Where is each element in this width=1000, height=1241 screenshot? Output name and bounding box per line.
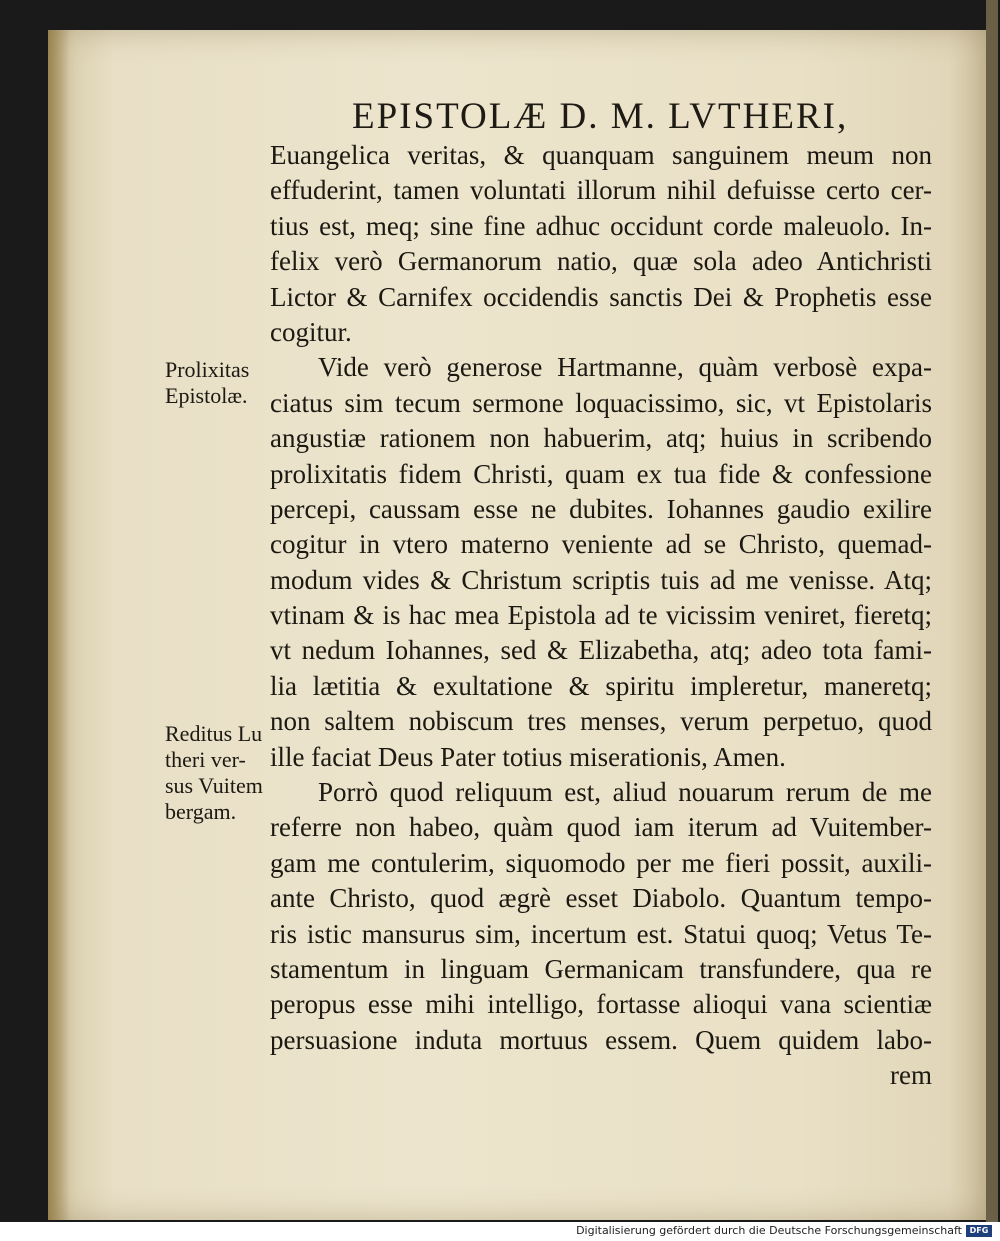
text-line: percepi, caussam esse ne dubites. Iohannes gaudio exilire [270, 493, 932, 524]
text-line: stamentum in linguam Germanicam transfundere, qua re [270, 953, 932, 984]
text-line: effuderint, tamen voluntati illorum nihil defuisse certo cer- [270, 175, 932, 206]
footer-bar [0, 1222, 1000, 1241]
text-line: persuasione induta mortuus essem. Quem quidem labo- [270, 1024, 932, 1055]
page-gutter-shadow [48, 30, 70, 1220]
dfg-logo: DFG [966, 1225, 992, 1237]
margin-note-prolixitas [165, 357, 249, 409]
text-line: gam me contulerim, siquomodo per me fieri possit, auxili- [270, 847, 932, 878]
text-line: ris istic mansurus sim, incertum est. Statui quoq; Vetus Te- [270, 918, 932, 949]
text-line: ante Christo, quod ægrè esset Diabolo. Quantum tempo- [270, 883, 932, 914]
text-line: lia lætitia & exultatione & spiritu impleretur, maneretq; [270, 670, 932, 701]
catchword: rem [890, 1060, 932, 1091]
text-line: Porrò quod reliquum est, aliud nouarum rerum de me [318, 777, 932, 808]
text-line: non saltem nobiscum tres menses, verum perpetuo, quod [270, 706, 932, 737]
funding-credit: Digitalisierung gefördert durch die Deutsche Forschungsgemeinschaft [576, 1224, 962, 1237]
text-line: peropus esse mihi intelligo, fortasse alioqui vana scientiæ [270, 989, 932, 1020]
text-line: ille faciat Deus Pater totius miserationis, Amen. [270, 741, 786, 772]
page-right-edge [986, 0, 998, 1222]
running-title: EPISTOLÆ D. M. LVTHERI, [352, 96, 849, 137]
text-line: vtinam & is hac mea Epistola ad te vicissim veniret, fieretq; [270, 600, 932, 631]
text-line: cogitur. [270, 316, 352, 347]
text-line: Vide verò generose Hartmanne, quàm verbosè expa- [318, 352, 932, 383]
text-line: angustiæ rationem non habuerim, atq; huius in scribendo [270, 423, 932, 454]
text-line: Euangelica veritas, & quanquam sanguinem meum non [270, 140, 932, 170]
margin-note-line: Reditus Lu [165, 721, 263, 746]
margin-note-line: Epistolæ. [165, 383, 248, 408]
text-line: tius est, meq; sine fine adhuc occidunt corde maleuolo. In- [270, 210, 932, 241]
margin-note-line: theri ver- [165, 747, 246, 772]
text-line: prolixitatis fidem Christi, quam ex tua fide & confessione [270, 458, 932, 489]
text-line: vt nedum Iohannes, sed & Elizabetha, atq; adeo tota fami- [270, 635, 932, 666]
margin-note-line: Prolixitas [165, 357, 250, 382]
text-line: cogitur in vtero materno veniente ad se Christo, quemad- [270, 529, 932, 560]
text-line: modum vides & Christum scriptis tuis ad me venisse. Atq; [270, 564, 932, 595]
margin-note-reditus [165, 721, 263, 825]
margin-note-line: sus Vuitem [165, 773, 263, 798]
body-text [270, 138, 932, 1094]
text-line: Lictor & Carnifex occidendis sanctis Dei & Prophetis esse [270, 281, 932, 312]
text-line: referre non habeo, quàm quod iam iterum ad Vuitember- [270, 812, 932, 843]
text-line: felix verò Germanorum natio, quæ sola adeo Antichristi [270, 246, 932, 277]
margin-note-line: bergam. [165, 799, 237, 824]
text-line: ciatus sim tecum sermone loquacissimo, sic, vt Epistolaris [270, 387, 932, 418]
